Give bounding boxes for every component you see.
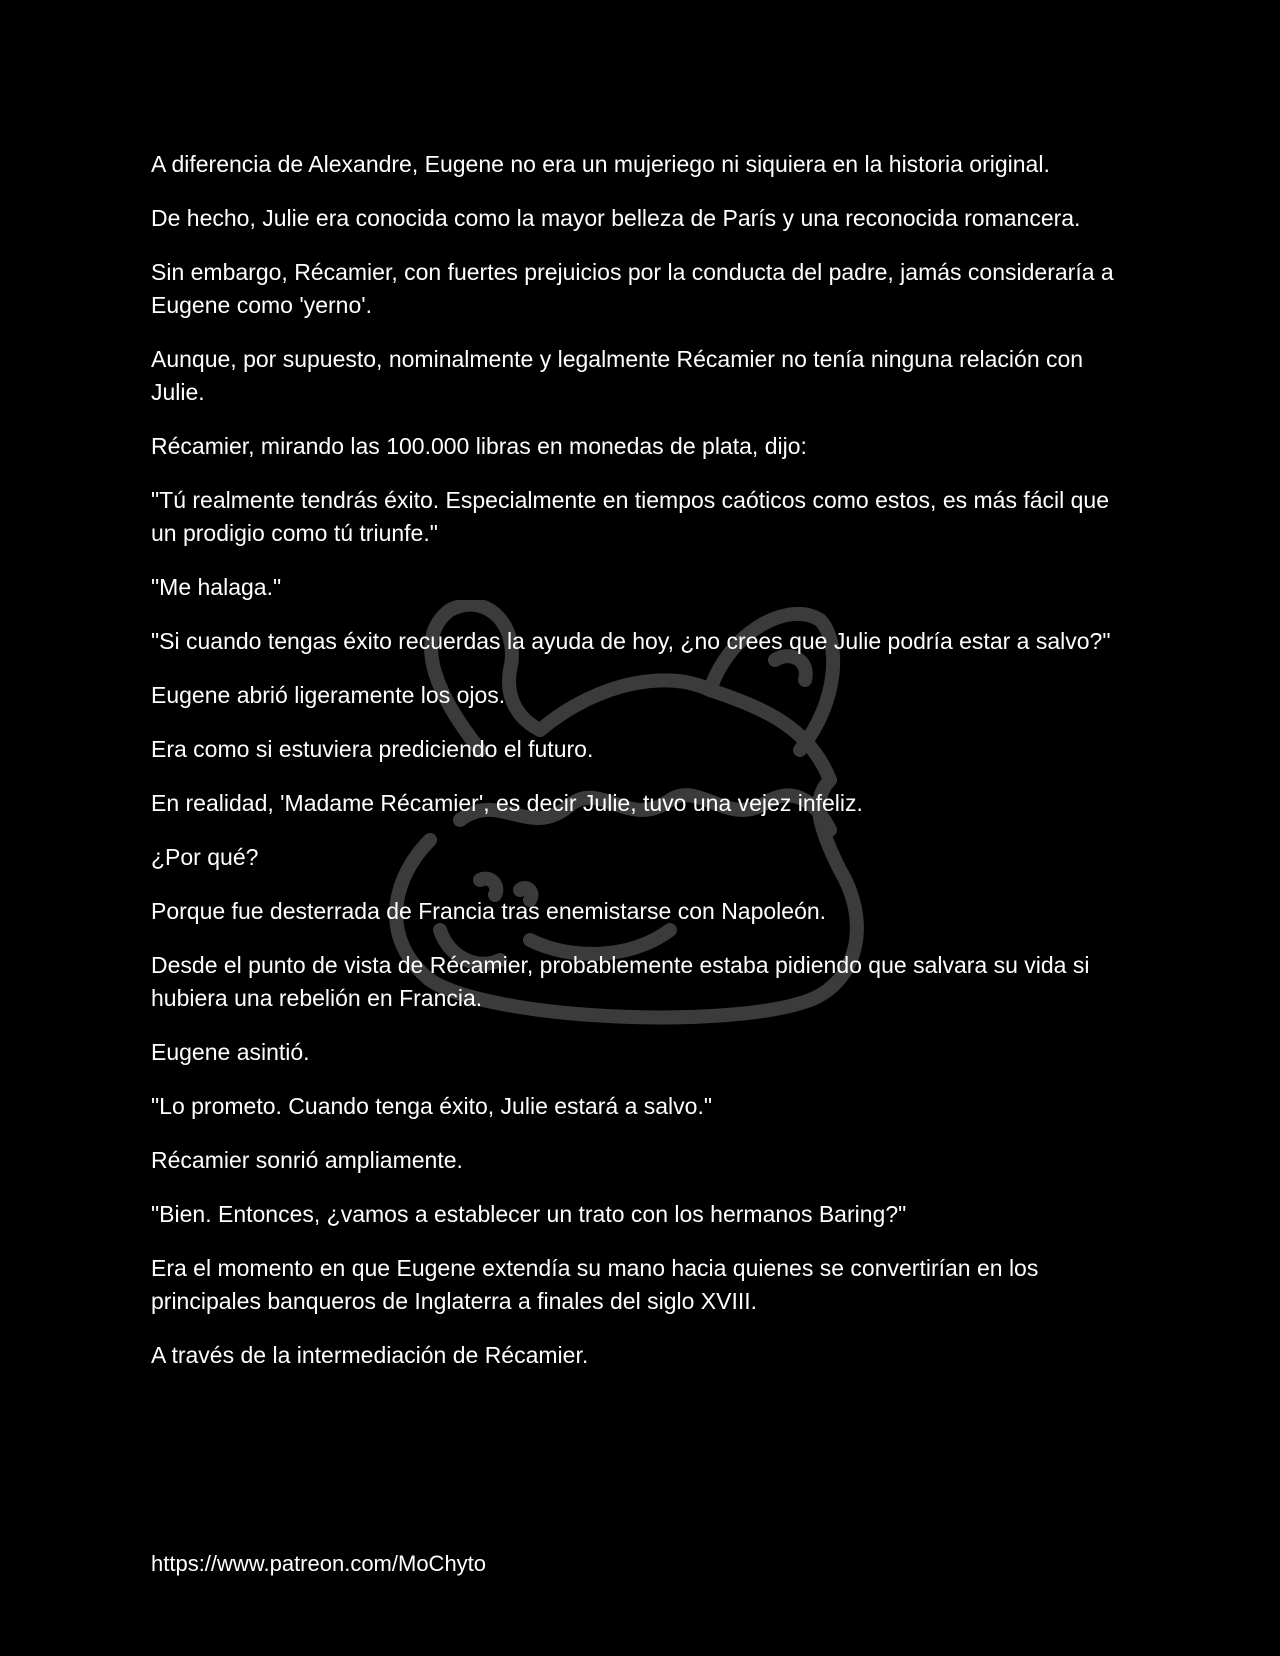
paragraph: "Bien. Entonces, ¿vamos a establecer un trato con los hermanos Baring?"	[151, 1201, 907, 1227]
paragraph: Eugene abrió ligeramente los ojos.	[151, 682, 506, 708]
paragraph: A través de la intermediación de Récamier.	[151, 1342, 589, 1368]
paragraph: "Si cuando tengas éxito recuerdas la ayuda de hoy, ¿no crees que Julie podría estar a salvo?"	[151, 628, 1111, 654]
paragraph: Desde el punto de vista de Récamier, probablemente estaba pidiendo que salvara su vida si hubiera una rebelión en Francia.	[151, 952, 1090, 1011]
paragraph: Era el momento en que Eugene extendía su mano hacia quienes se convertirían en los principales banqueros de Inglaterra a finales del siglo XVIII.	[151, 1255, 1039, 1314]
paragraph: Récamier sonrió ampliamente.	[151, 1147, 463, 1173]
story-text	[151, 148, 1131, 1393]
paragraph: A diferencia de Alexandre, Eugene no era un mujeriego ni siquiera en la historia original.	[151, 151, 1050, 177]
paragraph: Era como si estuviera prediciendo el futuro.	[151, 736, 594, 762]
paragraph: Porque fue desterrada de Francia tras enemistarse con Napoleón.	[151, 898, 827, 924]
paragraph: "Lo prometo. Cuando tenga éxito, Julie estará a salvo."	[151, 1093, 712, 1119]
paragraph: Sin embargo, Récamier, con fuertes prejuicios por la conducta del padre, jamás consideraría a Eugene como 'yerno'.	[151, 259, 1114, 318]
paragraph: ¿Por qué?	[151, 844, 259, 870]
paragraph: En realidad, 'Madame Récamier', es decir Julie, tuvo una vejez infeliz.	[151, 790, 863, 816]
paragraph: Aunque, por supuesto, nominalmente y legalmente Récamier no tenía ninguna relación con Julie.	[151, 346, 1084, 405]
paragraph: "Tú realmente tendrás éxito. Especialmente en tiempos caóticos como estos, es más fácil que un prodigio como tú triunfe."	[151, 487, 1110, 546]
paragraph: Eugene asintió.	[151, 1039, 310, 1065]
paragraph: Récamier, mirando las 100.000 libras en monedas de plata, dijo:	[151, 433, 807, 459]
patreon-link[interactable]: https://www.patreon.com/MoChyto	[151, 1551, 487, 1576]
paragraph: De hecho, Julie era conocida como la mayor belleza de París y una reconocida romancera.	[151, 205, 1081, 231]
paragraph: "Me halaga."	[151, 574, 282, 600]
